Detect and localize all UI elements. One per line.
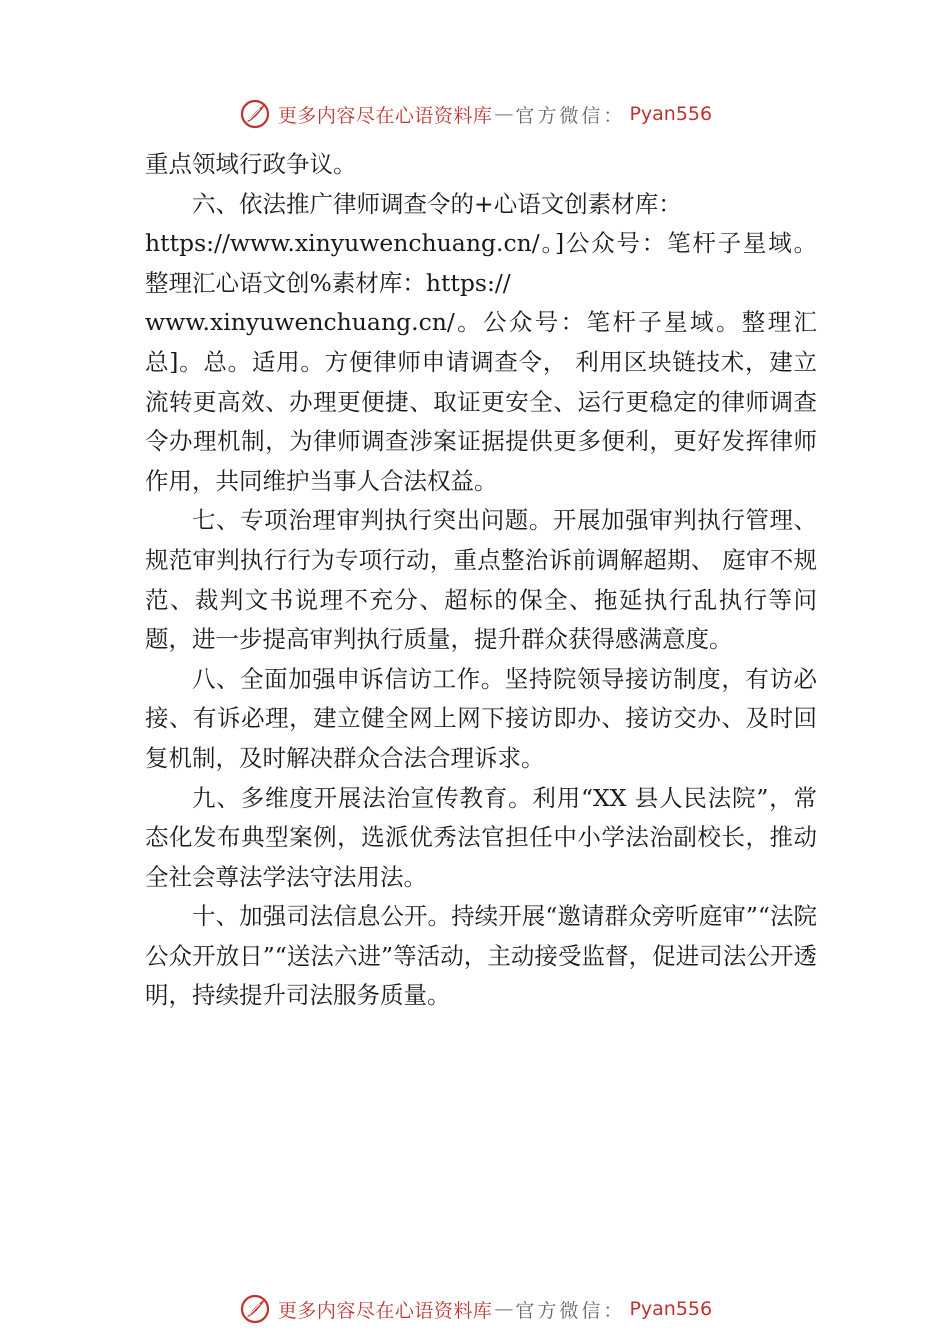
paragraph-item-6: 六、依法推广律师调查令的+心语文创素材库： [192, 189, 682, 218]
paragraph-item-10: 十、加强司法信息公开。持续开展“邀请群众旁听庭审”“法院公众开放日”“送法六进”等活动，主动接受监督，促进司法公开透明，持续提升司法服务质量。 [145, 902, 817, 1010]
quill-logo-icon [238, 1292, 272, 1326]
paragraph-item-9: 九、多维度开展法治宣传教育。利用“XX 县人民法院”，常态化发布典型案例，选派优秀法官担任中小学法治副校长，推动全社会尊法学法守法用法。 [145, 783, 817, 891]
paragraph-continuation: 重点领域行政争议。 [145, 150, 357, 178]
paragraph-url-line: https://www.xinyuwenchuang.cn/。]公众号：笔杆子星域。整理汇心语文创%素材库：https:// [145, 229, 817, 297]
banner-wechat-label: 官方微信： [515, 1299, 626, 1322]
banner-dash: — [494, 1298, 514, 1320]
banner-main-text: 更多内容尽在心语资料库 [277, 1299, 493, 1322]
banner-dash: — [494, 103, 514, 125]
banner-wechat-id: Pyan556 [629, 1298, 713, 1320]
banner-wechat-id: Pyan556 [629, 103, 713, 125]
header-banner [0, 94, 950, 134]
quill-logo-icon [238, 97, 272, 131]
paragraph-item-8: 八、全面加强申诉信访工作。坚持院领导接访制度，有访必接、有诉必理，建立健全网上网下接访即办、接访交办、及时回复机制，及时解决群众合法合理诉求。 [145, 664, 817, 772]
paragraph-item-7: 七、专项治理审判执行突出问题。开展加强审判执行管理、规范审判执行行为专项行动，重点整治诉前调解超期、 庭审不规范、裁判文书说理不充分、超标的保全、拖延执行乱执行等问题，进一步提高审判执行质量，提升群众获得感满意度。 [145, 506, 817, 654]
banner-wechat-label: 官方微信： [515, 104, 626, 127]
document-body [145, 145, 817, 1016]
paragraph-item-6-body: www.xinyuwenchuang.cn/。公众号：笔杆子星域。整理汇总]。总。适用。方便律师申请调查令， 利用区块链技术，建立流转更高效、办理更便捷、取证更安全、运行更稳定的律师调查令办理机制，为律师调查涉案证据提供更多便利，更好发挥律师作用，共同维护当事人合法权益。 [145, 308, 817, 495]
banner-main-text: 更多内容尽在心语资料库 [277, 104, 493, 127]
footer-banner [0, 1289, 950, 1329]
